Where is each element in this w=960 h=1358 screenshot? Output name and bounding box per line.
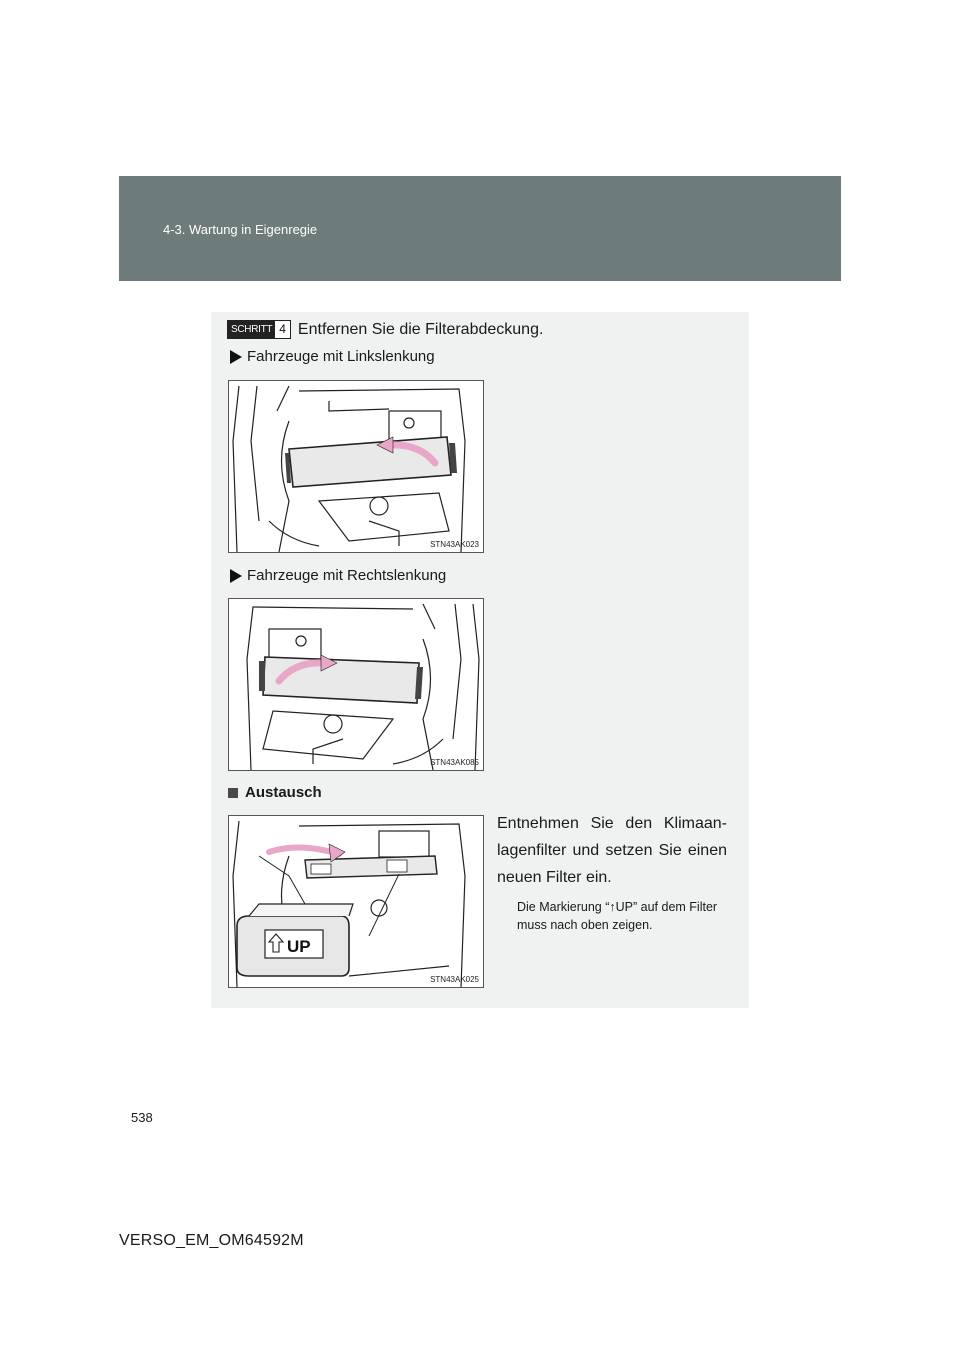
document-code: VERSO_EM_OM64592M xyxy=(119,1232,304,1249)
section-title: 4-3. Wartung in Eigenregie xyxy=(163,222,318,237)
header-band xyxy=(119,176,841,281)
figure-code-replacement: STN43AK025 xyxy=(430,975,479,984)
replacement-heading-text: Austausch xyxy=(245,784,322,801)
filter-cover-rhd-drawing xyxy=(229,599,483,770)
replacement-note: Die Markierung “↑UP” auf dem Filter muss nach oben zeigen. xyxy=(517,900,718,932)
variant-lhd-text: Fahrzeuge mit Linkslenkung xyxy=(247,348,435,365)
pointer-triangle-icon xyxy=(230,569,242,583)
pointer-triangle-icon xyxy=(230,350,242,364)
illustration-lhd xyxy=(228,380,484,553)
step-badge xyxy=(227,320,291,339)
content-panel xyxy=(211,312,749,1008)
filter-cover-lhd-drawing xyxy=(229,381,483,552)
variant-rhd-text: Fahrzeuge mit Rechtslenkung xyxy=(247,567,447,584)
bullet-square-icon xyxy=(228,788,238,798)
replacement-instruction: Entnehmen Sie den Klimaan-lagenfilter und setzen Sie einen neuen Filter ein. xyxy=(497,815,727,886)
step-badge-number: 4 xyxy=(275,321,290,338)
figure-code-rhd: STN43AK085 xyxy=(430,758,479,767)
filter-replacement-drawing xyxy=(229,816,483,987)
illustration-rhd xyxy=(228,598,484,771)
replacement-heading xyxy=(228,784,322,801)
illustration-replacement xyxy=(228,815,484,988)
step-row xyxy=(227,320,543,339)
up-marking-text: UP xyxy=(287,937,311,956)
variant-rhd-label xyxy=(230,567,446,584)
step-instruction: Entfernen Sie die Filterabdeckung. xyxy=(297,320,544,338)
page-number: 538 xyxy=(131,1110,153,1125)
figure-code-lhd: STN43AK023 xyxy=(430,540,479,549)
variant-lhd-label xyxy=(230,348,435,365)
step-badge-word: SCHRITT xyxy=(228,321,275,338)
